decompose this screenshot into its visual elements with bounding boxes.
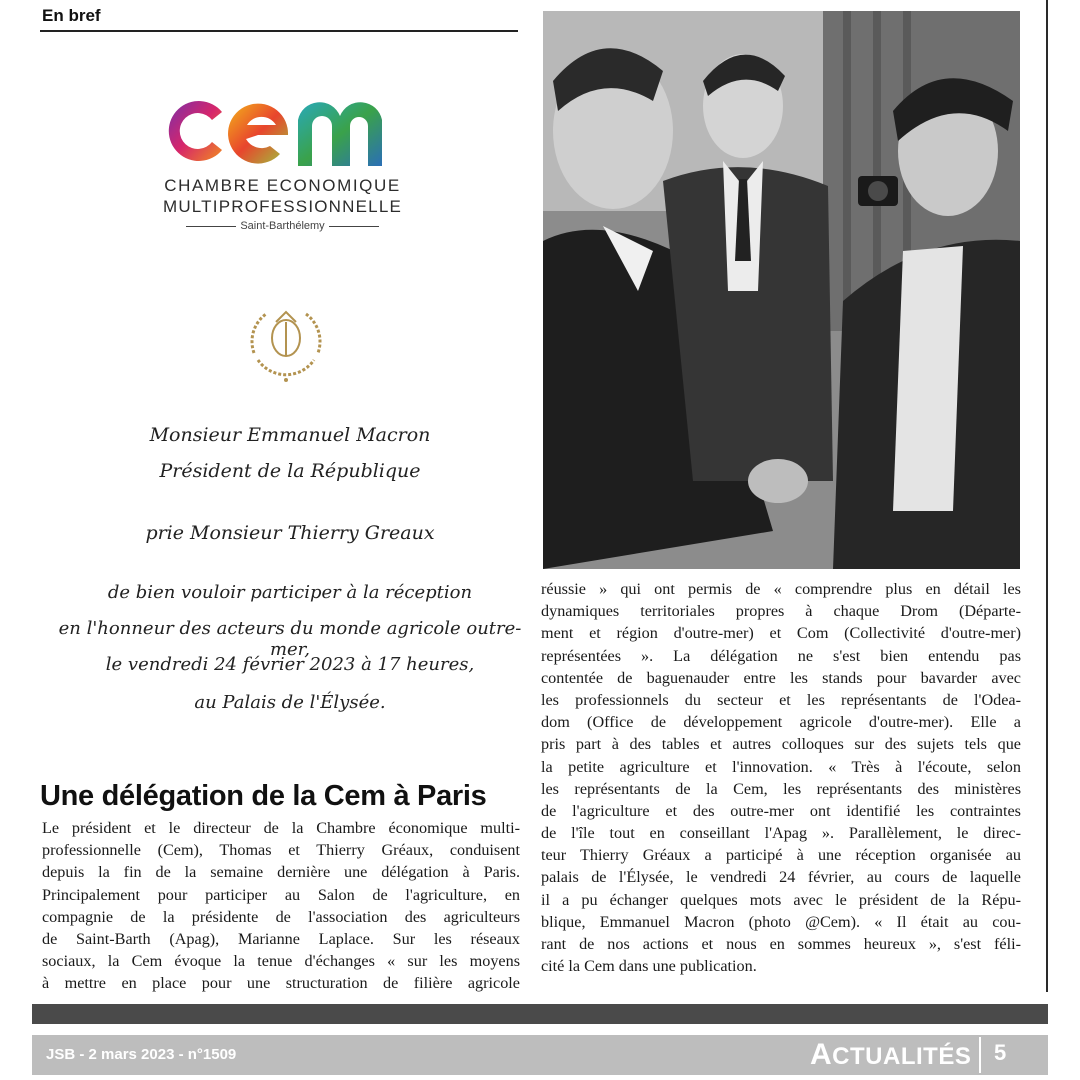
article-body-right: [541, 578, 1021, 977]
body-line: depuis la fin de la semaine dernière une délégation à Paris.: [42, 863, 520, 882]
body-line: dom (Office de développement agricole d'outre-mer). Elle a: [541, 713, 1021, 732]
section-rule: [40, 30, 518, 32]
footer-dark-bar: [32, 1004, 1048, 1024]
invitation-line-5: en l'honneur des acteurs du monde agricole outre-mer,: [58, 618, 522, 660]
invitation-line-3: prie Monsieur Thierry Greaux: [145, 522, 435, 544]
body-line: ment et région d'outre-mer) et Com (Collectivité d'outre-mer): [541, 624, 1021, 643]
logo-letter-e: [228, 104, 288, 164]
body-line: sociaux, la Cem évoque la tenue d'échanges « sur les moyens: [42, 952, 520, 971]
logo-location: Saint-Barthélemy: [240, 220, 325, 232]
body-line: rant de nos actions et nous en sommes heureux », s'est féli-: [541, 935, 1021, 953]
body-line: représentées ». La délégation ne s'est bien entendu pas: [541, 646, 1021, 665]
footer-separator: [979, 1037, 981, 1073]
body-line: la petite agriculture et l'innovation. « Très à l'écoute, selon: [541, 757, 1021, 776]
article-body-left: [42, 817, 520, 995]
body-line: de l'île tout en conseillant l'Apag ». Parallèlement, le direc-: [541, 824, 1021, 843]
article-photo: [543, 11, 1020, 569]
body-line: teur Thierry Gréaux a participé à une réception organisée au: [541, 846, 1021, 865]
body-line: pris part à des tables et autres colloques sur des sujets tels que: [541, 735, 1021, 754]
body-line: les représentants de la Cem, les représentants des ministères: [541, 779, 1021, 798]
body-line: dynamiques territoriales propres à chaque Drom (Départe-: [541, 602, 1021, 621]
body-line: à mettre en place pour une structuration de filière agricole: [42, 974, 520, 993]
section-label: En bref: [42, 6, 101, 25]
logo-letter-c: [169, 101, 222, 161]
body-line: compagnie de la présidente de l'association des agriculteurs: [42, 907, 520, 926]
invitation-line-1: Monsieur Emmanuel Macron: [149, 424, 431, 446]
logo-line-3: [150, 220, 415, 232]
invitation-line-7: au Palais de l'Élysée.: [194, 692, 386, 713]
body-line: cité la Cem dans une publication.: [541, 957, 757, 976]
body-line: Principalement pour participer au Salon de l'agriculture, en: [42, 885, 520, 904]
body-line: réussie » qui ont permis de « comprendre plus en détail les: [541, 580, 1021, 598]
invitation-line-6: le vendredi 24 février 2023 à 17 heures,: [105, 654, 475, 675]
invitation-line-4: de bien vouloir participer à la réception: [107, 582, 473, 603]
body-line: de l'agriculture et des outre-mer ont identifié les contraintes: [541, 801, 1021, 820]
section-title-rest: CTUALITÉS: [832, 1043, 972, 1070]
invitation-line-2: Président de la République: [159, 460, 421, 482]
body-line: les professionnels du secteur et les représentants de l'Odea-: [541, 690, 1021, 709]
logo-line-1: CHAMBRE ECONOMIQUE: [164, 176, 401, 195]
body-line: de Saint-Barth (Apag), Marianne Laplace. Sur les réseaux: [42, 929, 520, 948]
body-line: Le président et le directeur de la Chambre économique multi-: [42, 819, 520, 837]
body-line: il a pu échanger quelques mots avec le président de la Répu-: [541, 890, 1021, 909]
body-line: contentée de baguenauder entre les stands pour bavarder avec: [541, 668, 1021, 687]
body-line: professionnelle (Cem), Thomas et Thierry Gréaux, conduisent: [42, 841, 520, 860]
presidence-seal: [236, 298, 336, 388]
page-number: 5: [994, 1040, 1007, 1065]
column-rule: [1046, 0, 1048, 992]
section-title: [810, 1038, 971, 1072]
body-line: blique, Emmanuel Macron (photo @Cem). « Il était au cou-: [541, 912, 1021, 931]
logo-letter-m: [298, 102, 382, 166]
logo-line-2: MULTIPROFESSIONNELLE: [162, 197, 403, 216]
section-title-initial: A: [810, 1038, 833, 1071]
cem-logo: [160, 92, 405, 170]
body-line: palais de l'Élysée, le vendredi 24 février, au cours de laquelle: [541, 868, 1021, 887]
issue-info: JSB - 2 mars 2023 - n°1509: [46, 1046, 237, 1063]
article-headline: Une délégation de la Cem à Paris: [40, 780, 487, 812]
